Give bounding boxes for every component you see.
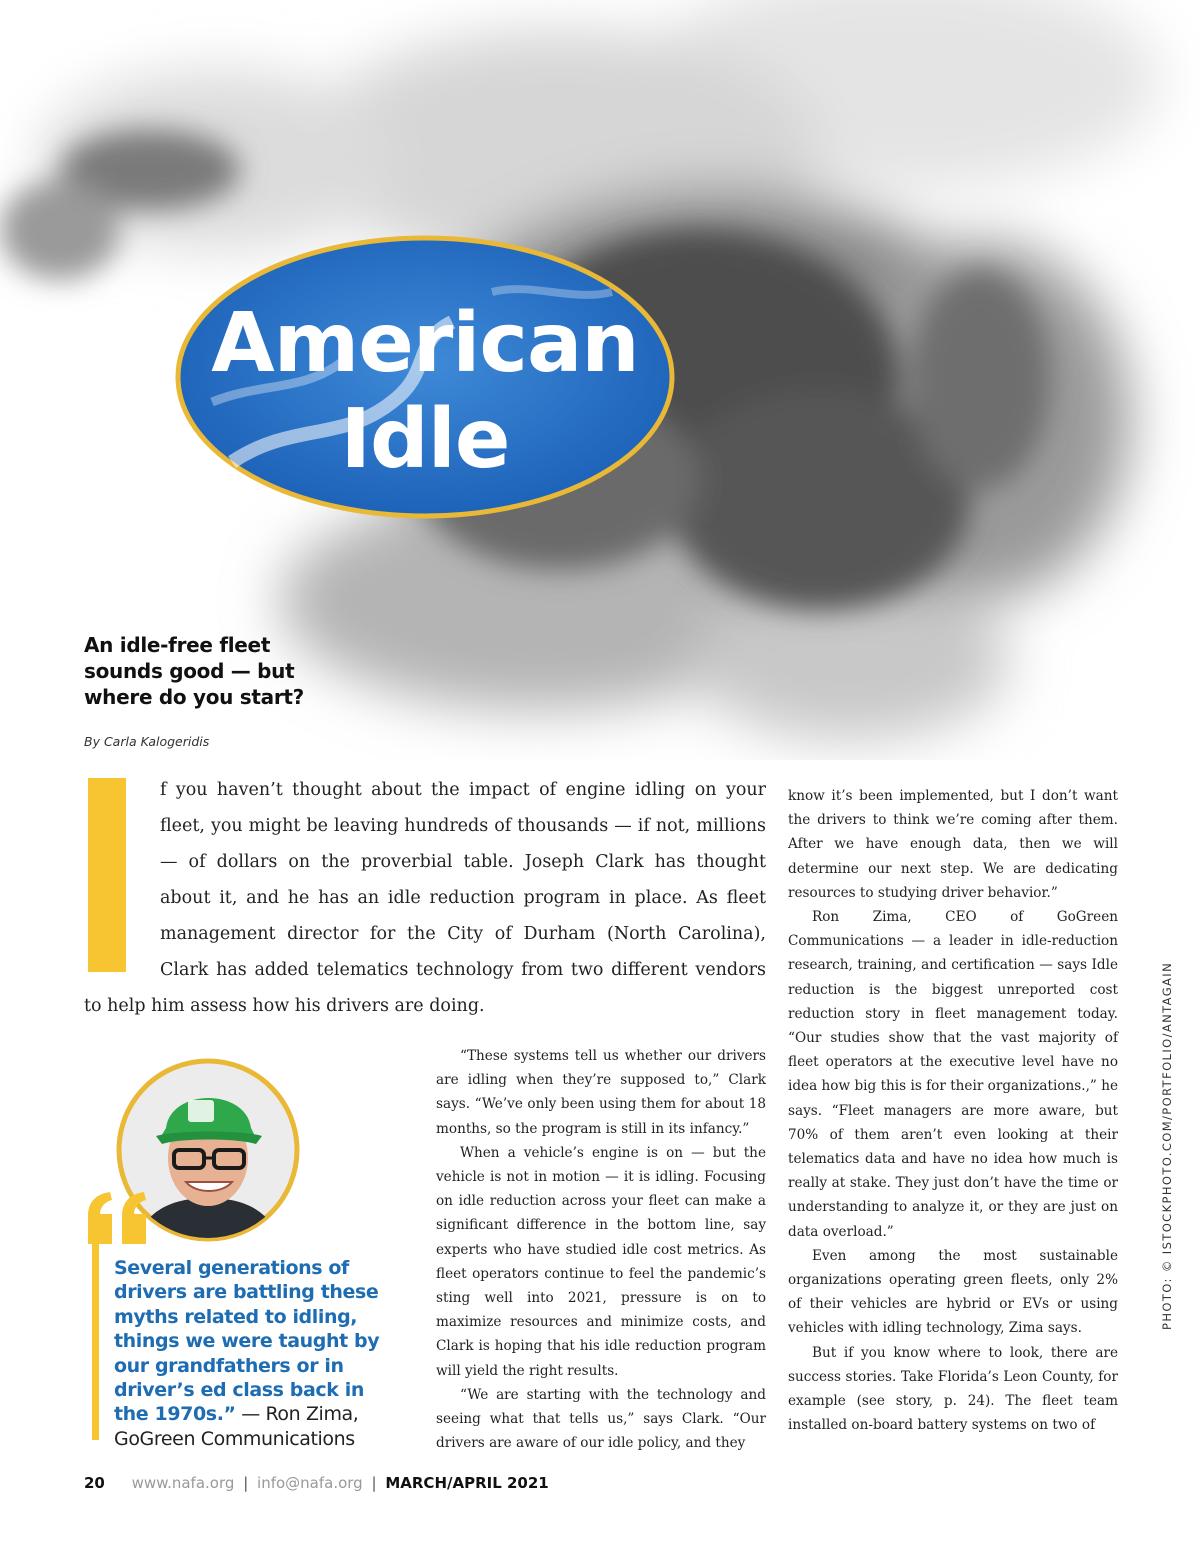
footer-email[interactable]: info@nafa.org — [257, 1474, 363, 1492]
article-byline: By Carla Kalogeridis — [84, 734, 210, 749]
column-2-paragraph: When a vehicle’s engine is on — but the vehicle is not in motion — it is idling. Focusing on idle reduction across your fleet can make a significant difference in the bottom line, say experts who have studied idle cost metrics. As fleet operators continue to feel the pandemic’s sting well into 2021, pressure is on to maximize resources and minimize costs, and Clark is hoping that his idle reduction program will yield the right results. — [436, 1144, 766, 1379]
footer-separator: | — [243, 1474, 249, 1492]
article-title — [172, 296, 678, 488]
column-3-paragraph: know it’s been implemented, but I don’t want the drivers to think we’re coming after them. After we have enough data, then we will determine our next step. We are dedicating resources to studying driver behavior.” — [788, 788, 1118, 901]
column-2-paragraph: “We are starting with the technology and seeing what that tells us,” says Clark. “Our drivers are aware of our idle policy, and they — [436, 1386, 766, 1452]
title-line-2: Idle — [340, 392, 510, 487]
footer-website[interactable]: www.nafa.org — [131, 1474, 235, 1492]
column-3 — [788, 784, 1118, 1437]
footer-separator: | — [371, 1474, 377, 1492]
page-number: 20 — [84, 1474, 105, 1492]
pullquote-attribution: — Ron Zima, GoGreen Communications — [114, 1403, 359, 1450]
article-deck: An idle-free fleet sounds good — but where do you start? — [84, 633, 304, 709]
title-line-1: American — [211, 296, 639, 391]
pullquote-text: Several generations of drivers are battling these myths related to idling, things we were taught by our grandfathers or in driver’s ed class back in the 1970s.” — [114, 1257, 380, 1426]
lead-paragraph-text: f you haven’t thought about the impact of engine idling on your fleet, you might be leaving hundreds of thousands — if not, millions — of dollars on the proverbial table. Joseph Clark has thought about it, and he has an idle reduction program in place. As fleet management director for the City of Durham (North Carolina), Clark has added telematics technology from two different vendors to help him assess how his drivers are doing. — [84, 780, 766, 1016]
column-3-paragraph: Ron Zima, CEO of GoGreen Communications — a leader in idle-reduction research, training, and certification — says Idle reduction is the biggest unreported cost reduction story in fleet management today. “Our studies show that the vast majority of fleet operators at the executive level have no idea how big this is for their organizations.,” he says. “Fleet managers are more aware, but 70% of them aren’t even looking at their telematics data and have no idea how much is really at stake. They just don’t have the time or understanding to analyze it, or they are just on data overload.” — [788, 909, 1118, 1240]
pullquote-bar — [92, 1244, 99, 1440]
column-2 — [436, 1044, 766, 1455]
quote-mark-icon — [84, 1192, 152, 1244]
column-3-paragraph: Even among the most sustainable organizations operating green fleets, only 2% of their vehicles are hybrid or EVs or using vehicles with idling technology, Zima says. — [788, 1247, 1118, 1337]
column-2-paragraph: “These systems tell us whether our drivers are idling when they’re supposed to,” Clark says. “We’ve only been using them for about 18 months, so the program is still in its infancy.” — [436, 1048, 766, 1137]
column-3-paragraph: But if you know where to look, there are success stories. Take Florida’s Leon County, for example (see story, p. 24). The fleet team installed on-board battery systems on two of — [788, 1344, 1118, 1434]
page-footer — [84, 1474, 549, 1492]
dropcap-spacer — [84, 772, 160, 984]
photo-credit: PHOTO: © ISTOCKPHOTO.COM/PORTFOLIO/ANTAGAIN — [1160, 961, 1174, 1330]
pullquote — [114, 1256, 404, 1451]
lead-paragraph — [84, 772, 766, 1024]
footer-issue: MARCH/APRIL 2021 — [385, 1474, 549, 1492]
